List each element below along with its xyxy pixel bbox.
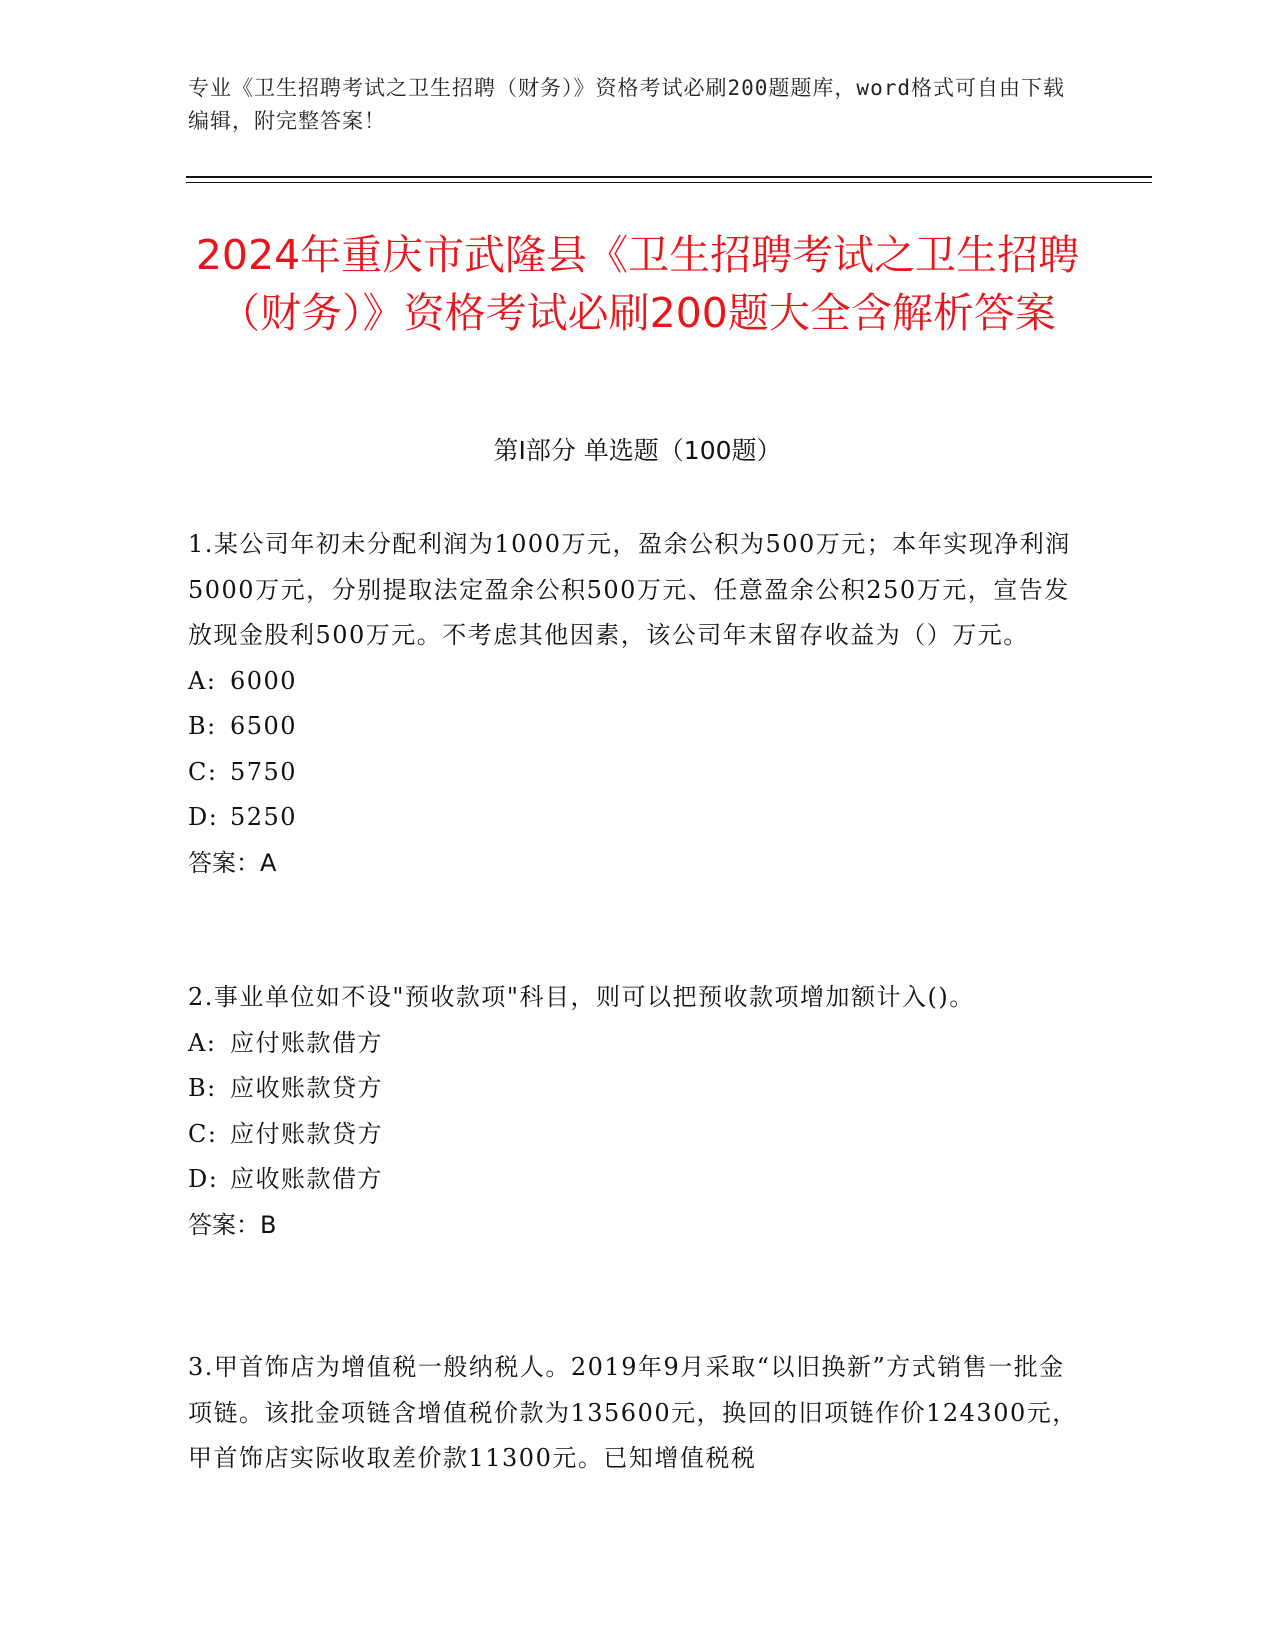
answer-line: 答案：A <box>188 848 277 877</box>
option-label: C: <box>188 757 218 786</box>
header-note: 专业《卫生招聘考试之卫生招聘（财务）》资格考试必刷200题题库，word格式可自由下载编辑，附完整答案！ <box>188 76 1065 133</box>
option-text: 应收账款贷方 <box>230 1074 383 1102</box>
option-a <box>188 659 1078 705</box>
option-d <box>188 1157 1078 1203</box>
question-text: 1.某公司年初未分配利润为1000万元，盈余公积为500万元；本年实现净利润5000万元，分别提取法定盈余公积500万元、任意盈余公积250万元，宣告发放现金股利500万元。不考虑其他因素，该公司年末留存收益为（）万元。 <box>188 530 1071 649</box>
option-label: A: <box>188 1028 217 1057</box>
option-label: C: <box>188 1119 218 1148</box>
option-text: 应付账款贷方 <box>230 1119 383 1148</box>
header-divider-thin <box>186 182 1152 183</box>
option-text: 应收账款借方 <box>230 1165 383 1193</box>
question-text: 3.甲首饰店为增值税一般纳税人。2019年9月采取“以旧换新”方式销售一批金项链。该批金项链含增值税价款为135600元，换回的旧项链作价124300元，甲首饰店实际收取差价款11300元。已知增值税税 <box>188 1353 1078 1472</box>
document-title: 2024年重庆市武隆县《卫生招聘考试之卫生招聘（财务）》资格考试必刷200题大全含解析答案 <box>195 231 1080 337</box>
question-text: 2.事业单位如不设"预收款项"科目，则可以把预收款项增加额计入()。 <box>188 983 975 1011</box>
option-text: 5750 <box>230 757 298 786</box>
option-text: 6500 <box>230 712 298 740</box>
option-b <box>188 704 1078 750</box>
question-3 <box>188 1345 1078 1482</box>
option-label: A: <box>188 666 217 695</box>
option-d <box>188 795 1078 841</box>
question-1 <box>188 522 1078 886</box>
section-heading: 第Ⅰ部分 单选题（100题） <box>493 436 782 465</box>
option-c <box>188 750 1078 796</box>
option-a <box>188 1021 1078 1067</box>
option-b <box>188 1066 1078 1112</box>
answer-line: 答案：B <box>188 1210 277 1239</box>
header-divider-thick <box>186 176 1152 178</box>
option-text: 6000 <box>230 666 298 695</box>
option-c <box>188 1112 1078 1158</box>
option-label: B: <box>188 1074 217 1102</box>
option-label: D: <box>188 803 219 831</box>
option-text: 应付账款借方 <box>230 1028 383 1057</box>
option-text: 5250 <box>230 803 298 831</box>
option-label: B: <box>188 712 217 740</box>
option-label: D: <box>188 1165 219 1193</box>
question-2 <box>188 975 1078 1248</box>
